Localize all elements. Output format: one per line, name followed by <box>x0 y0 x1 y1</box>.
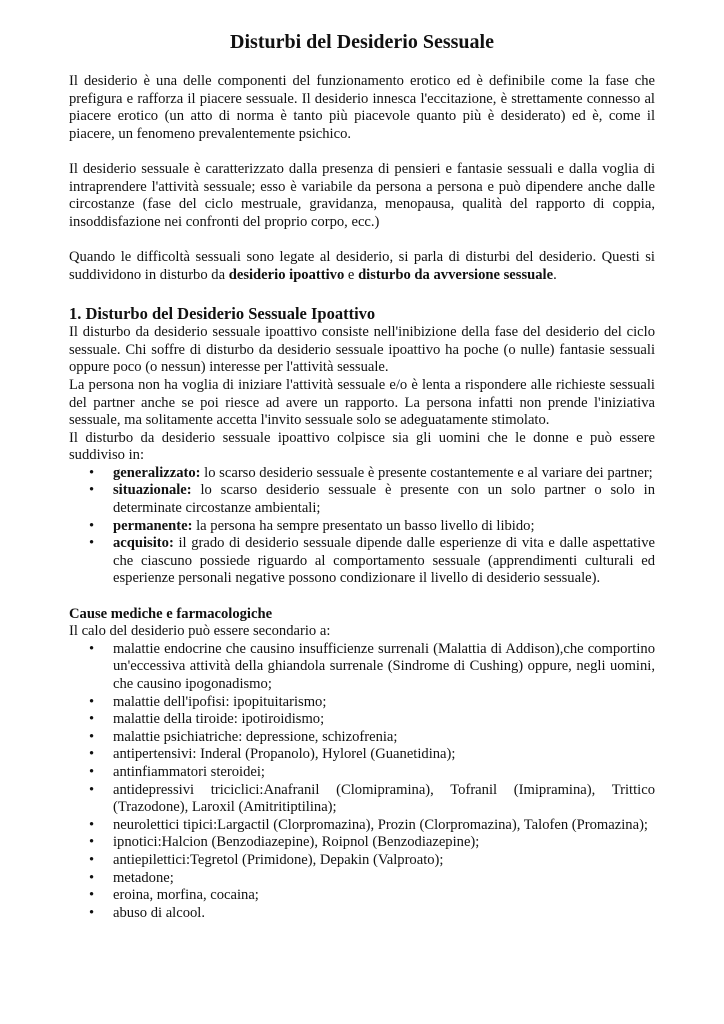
list-item: • abuso di alcool. <box>113 905 655 923</box>
intro-p3-mid: e <box>344 266 359 283</box>
section-paragraph-2: La persona non ha voglia di iniziare l'attività sessuale e/o è lenta a rispondere alle richieste sessuali del partner anche se poi riesce ad avere un rapporto. La persona infatti non prende l'iniziativa sessuale, ma solitamente accetta l'invito sessuale solo se adeguatamente stimolato. <box>69 376 655 429</box>
paragraph-spacer <box>69 231 655 249</box>
list-item <box>113 535 655 588</box>
list-item: • antidepressivi triciclici:Anafranil (Clomipramina), Tofranil (Imipramina), Trittico (Trazodone), Laroxil (Amitritiptilina); <box>113 782 655 817</box>
section-heading: 1. Disturbo del Desiderio Sessuale Ipoattivo <box>69 304 376 324</box>
list-item-text: lo scarso desiderio sessuale è presente costantemente e al variare dei partner; <box>200 464 653 481</box>
intro-p3-bold-1: desiderio ipoattivo <box>228 266 345 283</box>
list-item-text: il grado di desiderio sessuale dipende dalle esperienze di vita e dalle aspettative che ciascuno possiede riguardo al comportamento sessuale (apprendimenti culturali ed esperienze personali negative possono condizionare il livello di desiderio sessuale). <box>113 535 655 587</box>
intro-p3-bold-2: disturbo da avversione sessuale <box>358 266 554 283</box>
list-item <box>113 465 655 483</box>
intro-p3-end: . <box>553 266 557 283</box>
list-item-term: situazionale: <box>113 482 192 499</box>
list-item: • eroina, morfina, cocaina; <box>113 887 655 905</box>
list-item-text: lo scarso desiderio sessuale è presente con un solo partner o solo in determinate circostanze ambientali; <box>113 482 655 517</box>
intro-paragraph-2: Il desiderio sessuale è caratterizzato dalla presenza di pensieri e fantasie sessuali e dalla voglia di intraprendere l'attività sessuale; esso è variabile da persona a persona e può dipendere anche dalle circostanze (fase del ciclo mestruale, gravidanza, menopausa, qualità del rapporto di coppia, insoddisfazione nei confronti del proprio corpo, ecc.) <box>69 160 655 230</box>
list-item: • metadone; <box>113 870 655 888</box>
intro-p3-start: Quando le difficoltà sessuali sono legate al desiderio, si parla di disturbi del desiderio. Questi si suddividono in disturbo da <box>69 248 655 283</box>
list-item <box>113 482 655 517</box>
list-item: • malattie endocrine che causino insufficienze surrenali (Malattia di Addison),che comportino un'eccessiva attività della ghiandola surrenale (Sindrome di Cushing) oppure, negli uomini, che causino ipogonadismo; <box>113 641 655 694</box>
types-list <box>69 465 655 588</box>
list-item: • antipertensivi: Inderal (Propanolo), Hylorel (Guanetidina); <box>113 746 655 764</box>
causes-heading: Cause mediche e farmacologiche <box>69 605 273 622</box>
intro-paragraph-1: Il desiderio è una delle componenti del funzionamento erotico ed è definibile come la fase che prefigura e rafforza il piacere sessuale. Il desiderio innesca l'eccitazione, è strettamente connesso al piacere erotico (un atto di norma è tanto più piacevole quanto più è desiderato) ed è, come il piacere, un fenomeno prevalentemente psichico. <box>69 73 655 142</box>
list-item: • malattie della tiroide: ipotiroidismo; <box>113 711 655 729</box>
causes-list <box>69 641 655 923</box>
list-item: • ipnotici:Halcion (Benzodiazepine), Roipnol (Benzodiazepine); <box>113 834 655 852</box>
list-item: • antiepilettici:Tegretol (Primidone), Depakin (Valproato); <box>113 852 655 870</box>
list-item-term: permanente: <box>113 517 193 534</box>
paragraph-spacer <box>69 588 655 606</box>
list-item-term: generalizzato: <box>113 464 201 481</box>
list-item-text: la persona ha sempre presentato un basso livello di libido; <box>192 517 535 534</box>
intro-paragraph-3 <box>69 249 655 284</box>
paragraph-spacer <box>69 143 655 161</box>
document-title: Disturbi del Desiderio Sessuale <box>230 31 494 53</box>
list-item: • antinfiammatori steroidei; <box>113 764 655 782</box>
list-item: • neurolettici tipici:Largactil (Clorpromazina), Prozin (Clorpromazina), Talofen (Promazina); <box>113 817 655 835</box>
section-paragraph-1: Il disturbo da desiderio sessuale ipoattivo consiste nell'inibizione della fase del desiderio del ciclo sessuale. Chi soffre di disturbo da desiderio sessuale ipoattivo ha poche (o nulle) fantasie sessuali oppure poco (o nessun) interesse per l'attività sessuale. <box>69 324 655 376</box>
list-item: • malattie psichiatriche: depressione, schizofrenia; <box>113 729 655 747</box>
section-spacer <box>69 284 655 303</box>
list-item-term: acquisito: <box>113 535 174 552</box>
section-paragraph-3: Il disturbo da desiderio sessuale ipoattivo colpisce sia gli uomini che le donne e può essere suddiviso in: <box>69 429 655 464</box>
list-item <box>113 518 655 536</box>
causes-intro: Il calo del desiderio può essere secondario a: <box>69 623 331 640</box>
list-item: • malattie dell'ipofisi: ipopituitarismo; <box>113 694 655 712</box>
